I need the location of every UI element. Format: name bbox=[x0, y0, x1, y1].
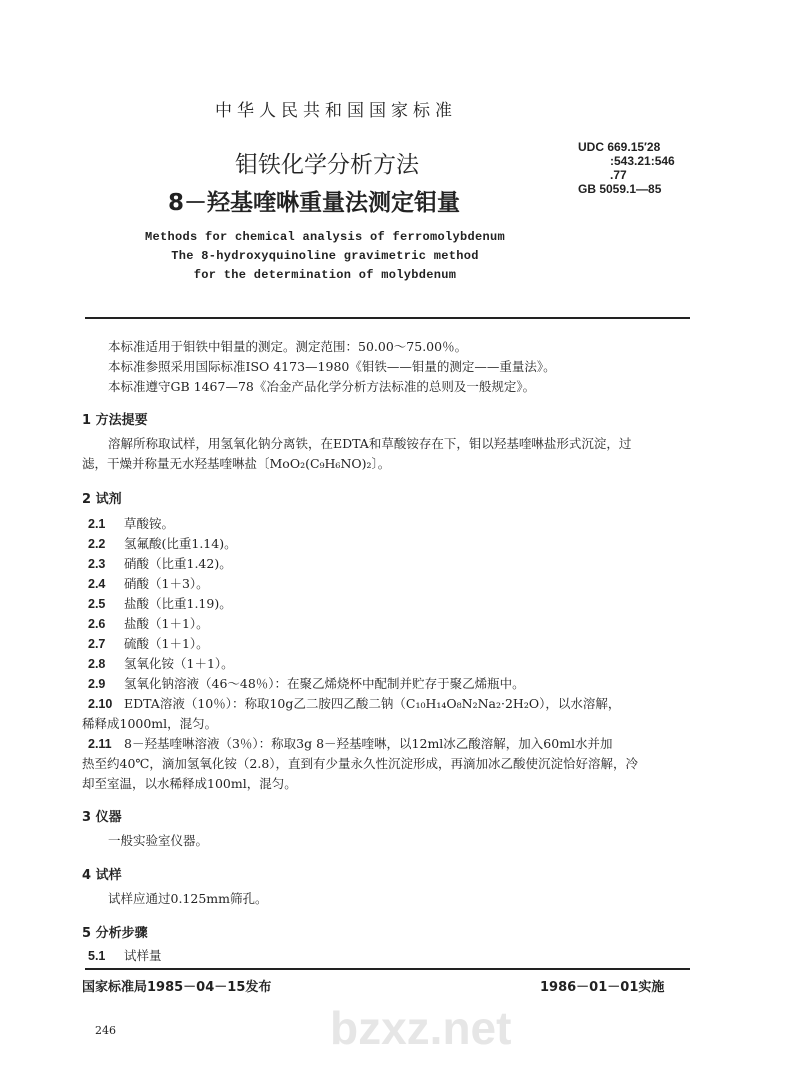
reagent-number: 2.11 bbox=[88, 737, 112, 751]
subsection-text: 试样量 bbox=[124, 948, 162, 963]
udc-line-1: UDC 669.15′28 bbox=[578, 140, 661, 154]
footer-rule bbox=[85, 968, 690, 970]
reagent-number: 2.6 bbox=[88, 617, 106, 631]
reagent-number: 2.9 bbox=[88, 677, 106, 691]
section-body: 滤，干燥并称量无水羟基喹啉盐〔MoO₂(C₉H₆NO)₂〕。 bbox=[82, 456, 391, 471]
reagent-item bbox=[88, 634, 209, 652]
reagent-item bbox=[88, 594, 232, 612]
section-heading: 5 分析步骤 bbox=[82, 926, 148, 941]
section-heading: 1 方法提要 bbox=[82, 413, 148, 428]
udc-block bbox=[578, 140, 675, 196]
reagent-text: 草酸铵。 bbox=[124, 516, 175, 531]
reagent-text: 硫酸（1＋1）。 bbox=[124, 636, 209, 651]
reagent-continuation: 热至约40℃，滴加氢氧化铵（2.8），直到有少量永久性沉淀形成，再滴加冰乙酸使沉淀恰好溶解，冷 bbox=[82, 756, 639, 771]
udc-line-3: .77 bbox=[610, 168, 627, 182]
page-number: 246 bbox=[95, 1024, 116, 1037]
gb-number: GB 5059.1—85 bbox=[578, 182, 662, 196]
section-heading: 2 试剂 bbox=[82, 492, 122, 507]
national-standard-header: 中华人民共和国国家标准 bbox=[215, 101, 457, 121]
english-title-1: Methods for chemical analysis of ferromolybdenum bbox=[144, 230, 506, 244]
title-line-1: 钼铁化学分析方法 bbox=[235, 152, 419, 178]
intro-line: 本标准参照采用国际标准ISO 4173—1980《钼铁——钼量的测定——重量法》。 bbox=[108, 359, 556, 374]
english-title-2: The 8-hydroxyquinoline gravimetric method bbox=[171, 249, 479, 263]
reagent-number: 2.3 bbox=[88, 557, 106, 571]
reagent-number: 2.7 bbox=[88, 637, 106, 651]
udc-line-2: :543.21:546 bbox=[610, 154, 675, 168]
section-body: 溶解所称取试样，用氢氧化钠分离铁，在EDTA和草酸铵存在下，钼以羟基喹啉盐形式沉淀，过 bbox=[108, 436, 632, 451]
reagent-text: 硝酸（比重1.42)。 bbox=[124, 556, 232, 571]
reagent-text: 8－羟基喹啉溶液（3％）：称取3g 8－羟基喹啉，以12ml冰乙酸溶解，加入60ml水并加 bbox=[124, 736, 613, 751]
reagent-item bbox=[88, 554, 232, 572]
issue-date: 国家标准局1985－04－15发布 bbox=[82, 980, 272, 995]
reagent-item bbox=[88, 614, 209, 632]
reagent-item bbox=[88, 654, 234, 672]
reagent-number: 2.1 bbox=[88, 517, 106, 531]
reagent-text: 氢氟酸(比重1.14)。 bbox=[124, 536, 237, 551]
reagent-text: 氢氧化铵（1＋1）。 bbox=[124, 656, 234, 671]
section-heading: 4 试样 bbox=[82, 868, 122, 883]
subsection-number: 5.1 bbox=[88, 949, 106, 963]
intro-line: 本标准适用于钼铁中钼量的测定。测定范围：50.00～75.00％。 bbox=[108, 339, 468, 354]
reagent-text: 盐酸（1＋1）。 bbox=[124, 616, 209, 631]
reagent-number: 2.8 bbox=[88, 657, 106, 671]
reagent-continuation: 稀释成1000ml，混匀。 bbox=[82, 716, 218, 731]
reagent-text: 硝酸（1＋3）。 bbox=[124, 576, 209, 591]
reagent-item bbox=[88, 534, 237, 552]
english-title-3: for the determination of molybdenum bbox=[193, 268, 457, 282]
section-body: 试样应通过0.125mm筛孔。 bbox=[108, 891, 268, 906]
header-rule bbox=[85, 317, 690, 319]
reagent-number: 2.10 bbox=[88, 697, 113, 711]
reagent-item bbox=[88, 734, 613, 752]
reagent-text: 氢氧化钠溶液（46～48％）：在聚乙烯烧杯中配制并贮存于聚乙烯瓶中。 bbox=[124, 676, 525, 691]
intro-line: 本标准遵守GB 1467—78《冶金产品化学分析方法标准的总则及一般规定》。 bbox=[108, 379, 536, 394]
reagent-text: EDTA溶液（10％）：称取10g乙二胺四乙酸二钠（C₁₀H₁₄O₈N₂Na₂·2H₂O），以水溶解， bbox=[124, 696, 621, 711]
reagent-number: 2.2 bbox=[88, 537, 106, 551]
reagent-item bbox=[88, 674, 525, 692]
reagent-item bbox=[88, 514, 174, 532]
reagent-number: 2.5 bbox=[88, 597, 106, 611]
reagent-item bbox=[88, 574, 209, 592]
section-body: 一般实验室仪器。 bbox=[108, 833, 209, 848]
watermark: bzxz.net bbox=[330, 1002, 512, 1054]
section-heading: 3 仪器 bbox=[82, 810, 122, 825]
effective-date: 1986－01－01实施 bbox=[540, 980, 665, 995]
reagent-number: 2.4 bbox=[88, 577, 106, 591]
reagent-continuation: 却至室温，以水稀释成100ml，混匀。 bbox=[82, 776, 297, 791]
title-line-2: 8－羟基喹啉重量法测定钼量 bbox=[168, 190, 461, 216]
reagent-item bbox=[88, 694, 620, 712]
subsection bbox=[88, 946, 162, 964]
reagent-text: 盐酸（比重1.19)。 bbox=[124, 596, 232, 611]
